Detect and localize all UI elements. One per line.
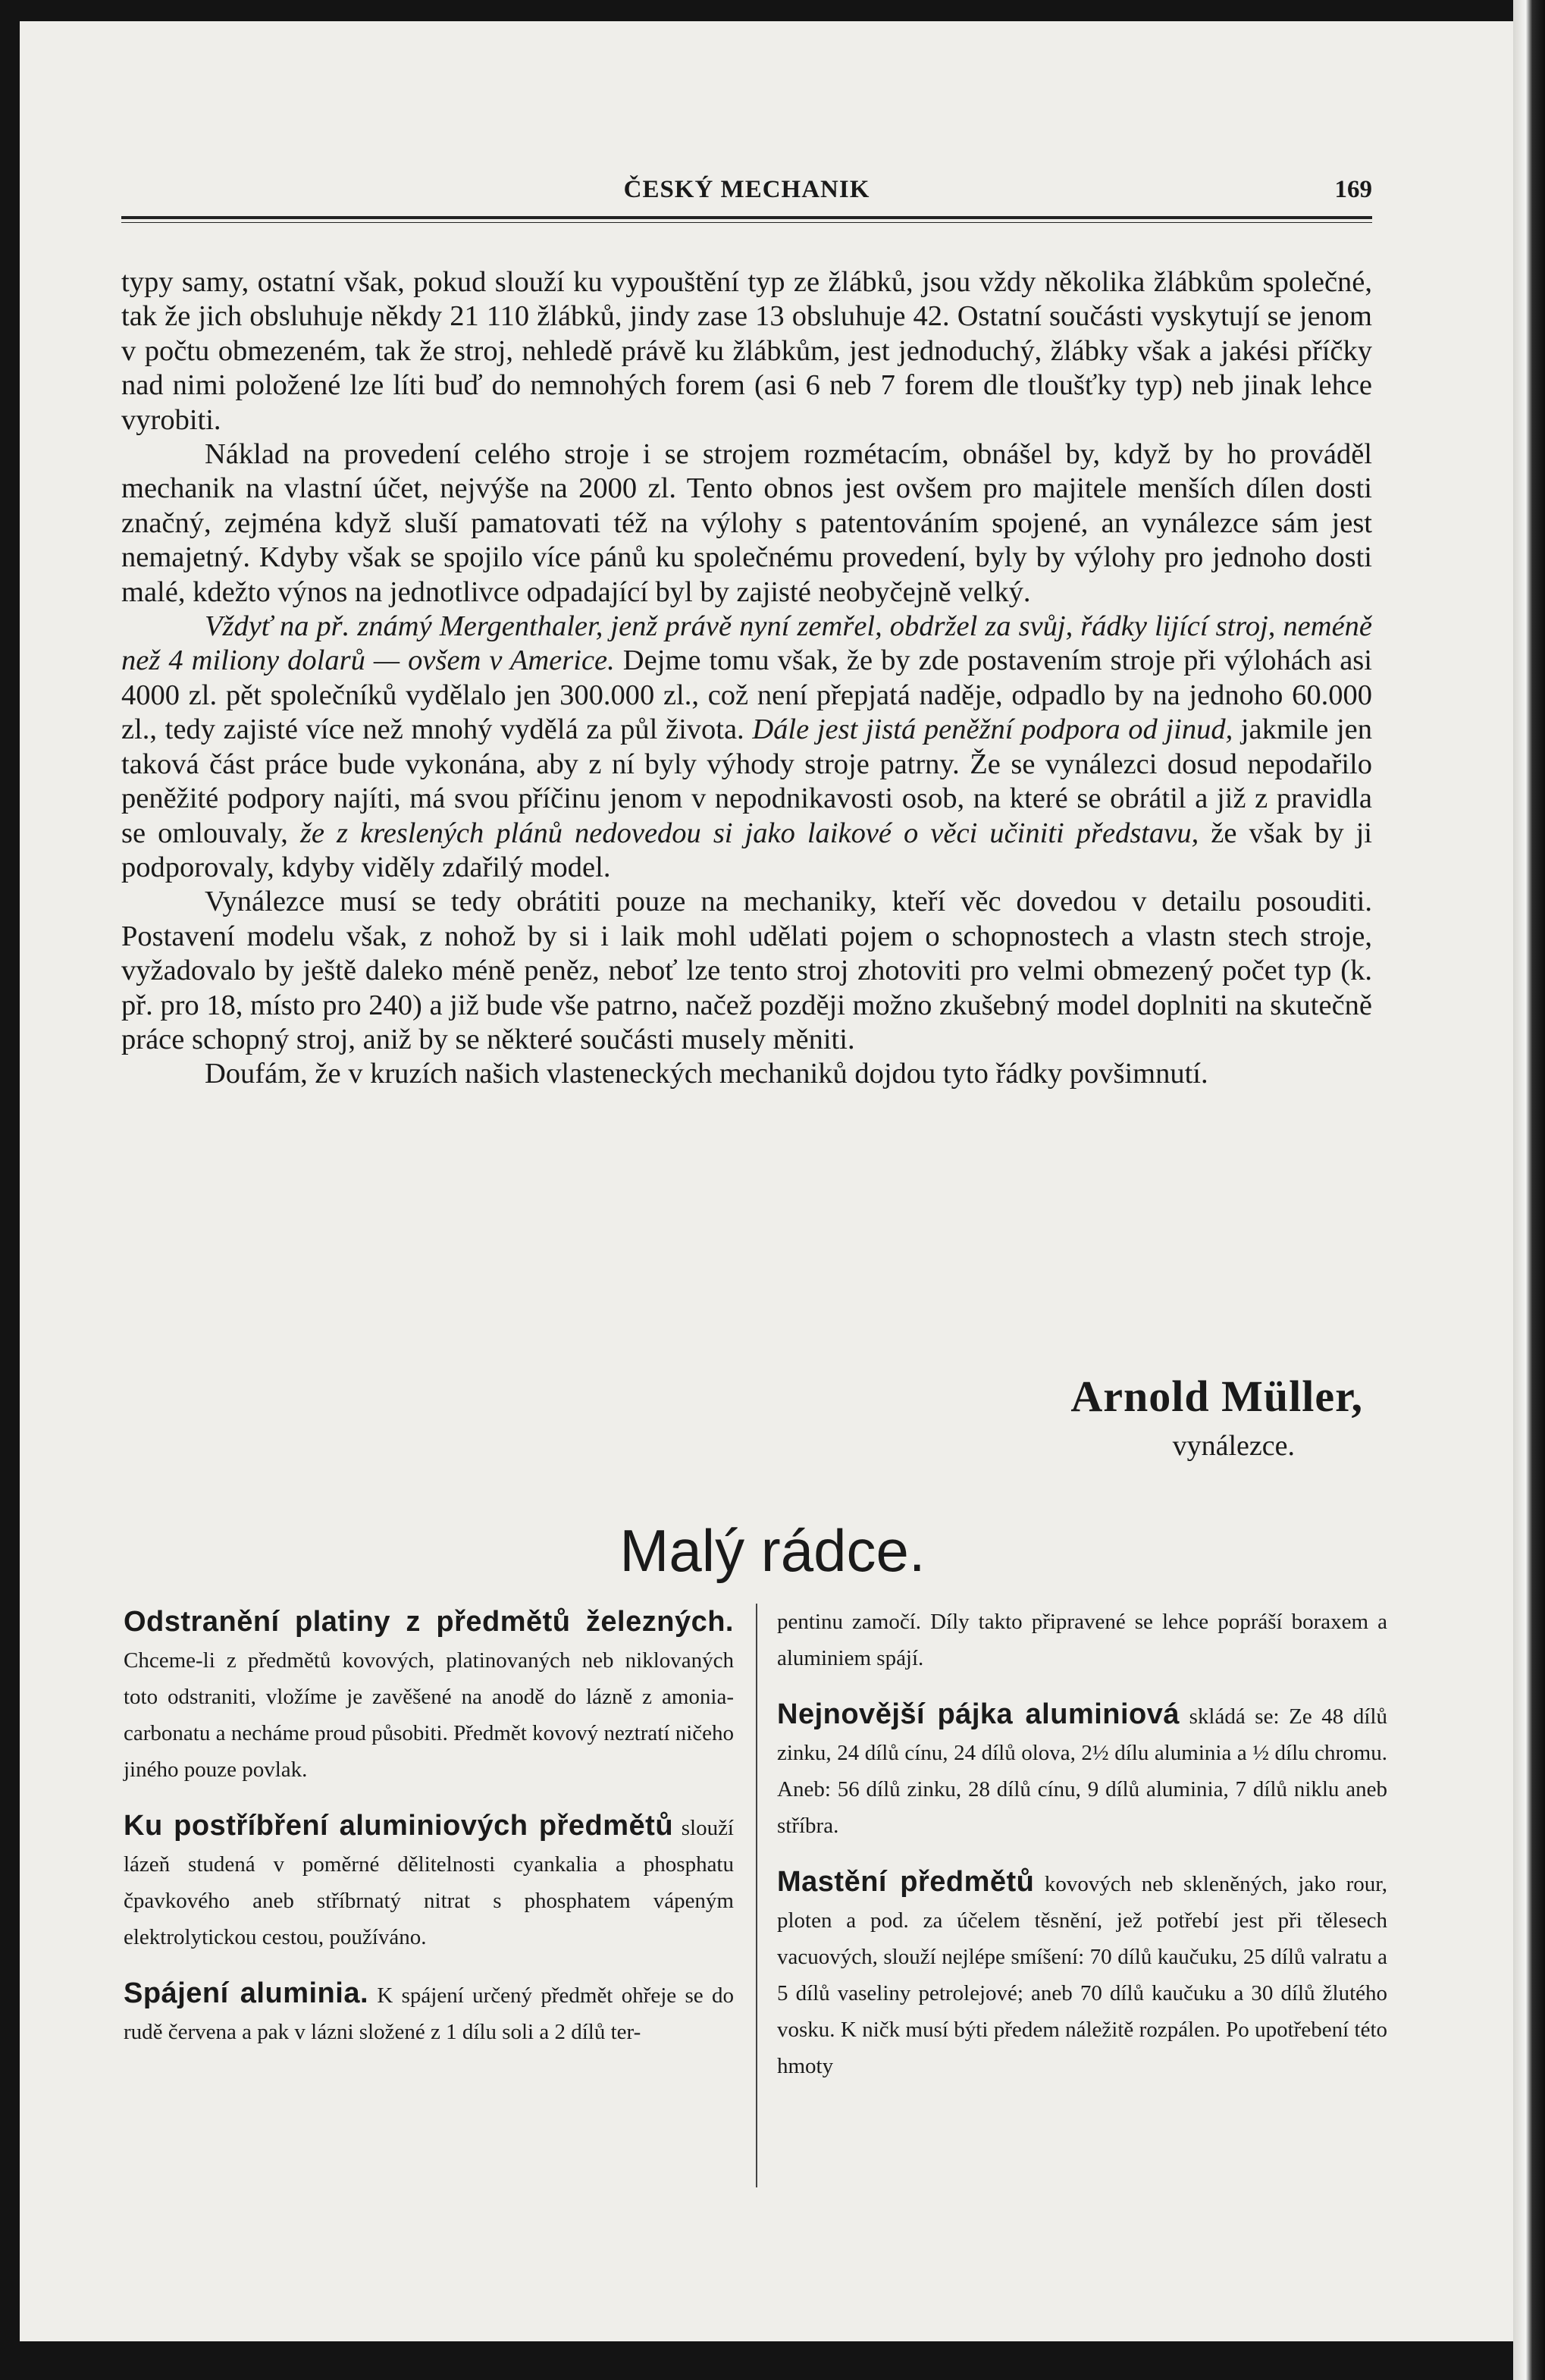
tip-item [777,1604,1387,1676]
tip-text: slouží lázeň studená v poměrné dělitelnosti cyankalia a phosphatu čpavkového aneb stříbrnatý nitrat s phosphatem vápeným elektrolytickou cestou, používáno. [124,1816,734,1949]
column-divider [756,1604,757,2187]
tip-text: Chceme-li z předmětů kovových, platinovaných neb niklovaných toto odstraniti, vložíme je zavěšené na anodě do lázně z amonia-carbonatu a necháme proud působiti. Předmět kovový neztratí ničeho jiného pouze povlak. [124,1648,734,1782]
italic-text: Dále jest jistá peněžní podpora od jinud, [752,713,1233,746]
author-role: vynálezce. [1172,1430,1295,1462]
page-number: 169 [1334,176,1372,203]
text: jakmile jen taková část práce bude vykonána, aby z ní byly výhody stroje patrny. Že se vynálezci dosud nepodařilo peněžité podpory najíti, má svou příčinu jenom v nepodnikavosti osob, na které se obrátil a již z pravidla se omlouvaly, [121,713,1372,849]
tip-heading: Nejnovější pájka aluminiová [777,1698,1180,1730]
right-column [777,1604,1387,2104]
paragraph: Náklad na provedení celého stroje i se strojem rozmétacím, obnášel by, když by ho prováděl mechanik na vlastní účet, nejvýše na 2000 zl. Tento obnos jest ovšem pro majitele menších dílen dosti značný, zejména když sluší pamatovati též na výlohy s patentováním spojené, an vynálezce sám jest nemajetný. Kdyby však se spojilo více pánů ku společnému provedení, byly by výlohy pro jednoho dosti malé, kdežto výnos na jednotlivce odpadající byl by zajisté neobyčejně velký. [121,438,1372,608]
tip-text: K spájení určený předmět ohřeje se do rudě červena a pak v lázni složené z 1 dílu soli a 2 dílů ter- [124,1983,734,2044]
tip-text: kovových neb skleněných, jako rour, ploten a pod. za účelem těsnění, jež potřebí jest při tělesech vacuových, slouží nejlépe smíšení: 70 dílů kaučuku, 25 dílů valratu a 5 dílů vaseliny petrolejové; aneb 70 dílů kaučuku a 30 dílů žlutého vosku. K ničk musí býti předem náležitě rozpálen. Po upotřebení této hmoty [777,1872,1387,2078]
tip-heading: Mastění předmětů [777,1866,1035,1898]
header-rule-thin [121,222,1372,223]
tip-item [124,1808,734,1955]
tip-item [777,1864,1387,2084]
section-title: Malý rádce. [619,1517,926,1584]
tip-text: skládá se: Ze 48 dílů zinku, 24 dílů cínu, 24 dílů olova, 2½ dílu aluminia a ½ dílu chromu. Aneb: 56 dílů zinku, 28 dílů cínu, 9 dílů aluminia, 7 dílů niklu aneb stříbra. [777,1704,1387,1838]
running-header [121,176,1372,209]
italic-text: Vždyť na př. známý Mergenthaler, jenž právě nyní zemřel, obdržel za svůj, řádky lijící stroj, neméně než 4 miliony dolarů — ovšem v Americe. [121,610,1372,677]
tip-text: pentinu zamočí. Díly takto připravené se lehce popráší boraxem a aluminiem spájí. [777,1610,1387,1670]
text: Dejme tomu však, že by zde postavením stroje při výlohách asi 4000 zl. pět společníků vydělalo jen 300.000 zl., což není přepjatá naděje, odpadlo by na jednoho 60.000 zl., tedy zajisté více než mnohý vydělá za půl života. [121,644,1372,746]
tip-item [777,1696,1387,1844]
paragraph: Vynálezce musí se tedy obrátiti pouze na mechaniky, kteří věc dovedou v detailu posouditi. Postavení modelu však, z nohož by si i laik mohl udělati pojem o schopnostech a vlastn stech stroje, vyžadovalo by ještě daleko méně peněz, neboť lze tento stroj zhotoviti pro velmi obmezený počet typ (k. př. pro 18, místo pro 240) a již bude vše patrno, načež později možno zkušebný model doplniti na skutečně práce schopný stroj, aniž by se některé součásti musely měniti. [121,886,1372,1055]
article-body [121,265,1372,1092]
header-rule [121,216,1372,219]
journal-title: ČESKÝ MECHANIK [623,176,870,203]
tip-heading: Ku postříbření aluminiových předmětů [124,1810,674,1842]
tip-heading: Odstranění platiny z předmětů železných. [124,1606,734,1638]
author-signature: Arnold Müller, [1070,1372,1363,1421]
paragraph [121,610,1372,885]
paragraph: Doufám, že v kruzích našich vlasteneckých mechaniků dojdou tyto řádky povšimnutí. [205,1058,1208,1090]
text: že však by ji podporovaly, kdyby viděly zdařilý model. [121,817,1373,883]
tip-heading: Spájení aluminia. [124,1977,369,2009]
left-column [124,1604,734,2070]
paragraph: typy samy, ostatní však, pokud slouží ku vypouštění typ ze žlábků, jsou vždy několika žlábkům společné, tak že jich obsluhuje někdy 21 110 žlábků, jindy zase 13 obsluhuje 42. Ostatní součásti vyskytují se jenom v počtu obmezeném, tak že stroj, nehledě právě ku žlábkům, jest jednoduchý, žlábky však a jakési příčky nad nimi položené lze líti buď do nemnohých forem (asi 6 neb 7 forem dle tloušťky typ) neb jinak lehce vyrobiti. [121,266,1372,436]
page-edge [1513,0,1545,2380]
tip-item [124,1975,734,2050]
tip-item [124,1604,734,1788]
italic-text: že z kreslených plánů nedovedou si jako laikové o věci učiniti představu, [299,817,1199,849]
